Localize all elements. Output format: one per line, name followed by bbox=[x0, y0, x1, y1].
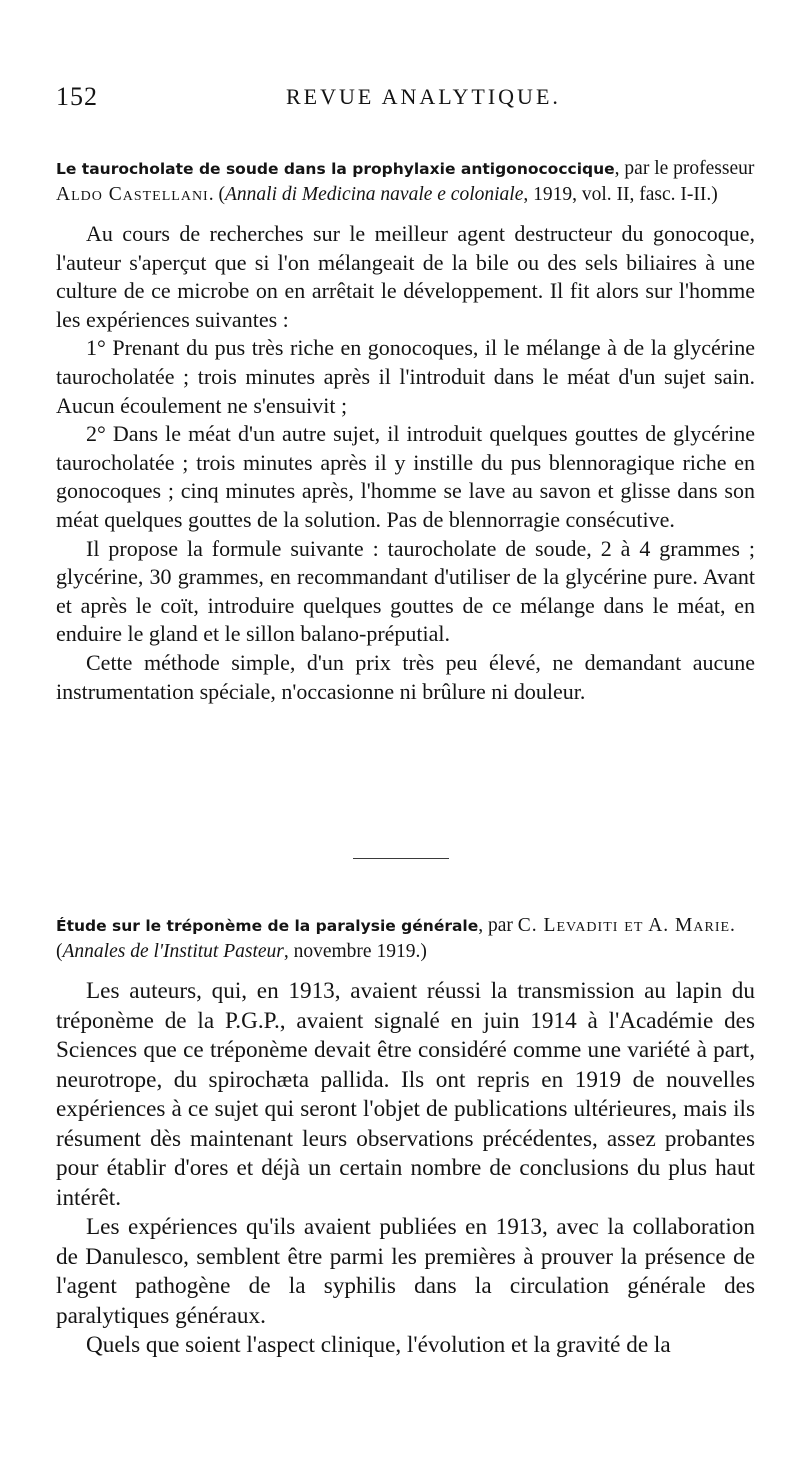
running-head bbox=[56, 82, 750, 116]
journal-title: REVUE ANALYTIQUE. bbox=[286, 84, 561, 109]
abstract-treponeme bbox=[56, 913, 755, 1361]
abstract-paragraph: Les auteurs, qui, en 1913, avaient réussi la transmission au lapin du tréponème de la P.G.P., avaient signalé en juin 1914 à l'Académie des Sciences que ce tréponème devait être considéré comme une variété à part, neurotrope, du spirochæta pallida. Ils ont repris en 1919 de nouvelles expériences à ce sujet qui seront l'objet de publications ultérieures, mais ils résument dès maintenant leurs observations précédentes, assez probantes pour établir d'ores et déjà un certain nombre de conclusions du plus haut intérêt. bbox=[56, 978, 755, 1211]
abstract-title: Étude sur le tréponème de la paralysie générale bbox=[56, 917, 479, 935]
source-details: novembre 1919. bbox=[293, 941, 421, 962]
source-journal: Annales de l'Institut Pasteur bbox=[62, 941, 284, 962]
author-name: Aldo Castellani bbox=[56, 184, 209, 205]
abstract-paragraph: Cette méthode simple, d'un prix très peu élevé, ne demandant aucune instrumentation spéciale, n'occasionne ni brûlure ni douleur. bbox=[56, 649, 755, 704]
abstract-paragraph: Au cours de recherches sur le meilleur agent destructeur du gonocoque, l'auteur s'aperçut que si l'on mélangeait de la bile ou des sels biliaires à une culture de ce microbe on en arrêtait le développement. Il fit alors sur l'homme les expériences suivantes : bbox=[56, 221, 755, 332]
byline-prefix: par bbox=[488, 915, 513, 936]
page-number: 152 bbox=[56, 82, 98, 111]
abstract-paragraph: Quels que soient l'aspect clinique, l'évolution et la gravité de la bbox=[86, 1332, 671, 1358]
author-name: C. Levaditi et A. Marie bbox=[517, 915, 731, 936]
abstract-heading: Le taurocholate de soude dans la prophylaxie antigonococcique, par le professeur Aldo Castellani. (Annali di Medicina navale e coloniale, 1919, vol. II, fasc. I-II.) bbox=[56, 158, 755, 205]
byline-prefix: par le professeur bbox=[624, 158, 755, 179]
abstract-heading: Étude sur le tréponème de la paralysie générale, par C. Levaditi et A. Marie. (Annales de l'Institut Pasteur, novembre 1919.) bbox=[56, 915, 735, 962]
abstract-taurocholate bbox=[56, 156, 755, 706]
abstract-paragraph: Les expériences qu'ils avaient publiées en 1913, avec la collaboration de Danulesco, semblent être parmi les premières à prouver la présence de l'agent pathogène de la syphilis dans la circulation générale des paralytiques généraux. bbox=[56, 1214, 755, 1329]
abstract-paragraph: Il propose la formule suivante : taurocholate de soude, 2 à 4 grammes ; glycérine, 30 grammes, en recommandant d'utiliser de la glycérine pure. Avant et après le coït, introduire quelques gouttes de ce mélange dans le méat, en enduire le gland et le sillon balano-préputial. bbox=[56, 535, 755, 647]
abstract-paragraph: 2° Dans le méat d'un autre sujet, il introduit quelques gouttes de glycérine taurocholatée ; trois minutes après il y instille du pus blennoragique riche en gonocoques ; cinq minutes après, l'homme se lave au savon et glisse dans son méat quelques gouttes de la solution. Pas de blennorragie consécutive. bbox=[56, 421, 755, 532]
source-details: 1919, vol. II, fasc. I-II. bbox=[533, 184, 712, 205]
section-divider bbox=[353, 858, 449, 859]
abstract-title: Le taurocholate de soude dans la prophylaxie antigonococcique bbox=[56, 160, 615, 178]
source-journal: Annali di Medicina navale e coloniale bbox=[224, 184, 524, 205]
abstract-paragraph: 1° Prenant du pus très riche en gonocoques, il le mélange à de la glycérine taurocholatée ; trois minutes après il l'introduit dans le méat d'un sujet sain. Aucun écoulement ne s'ensuivit ; bbox=[56, 335, 755, 418]
